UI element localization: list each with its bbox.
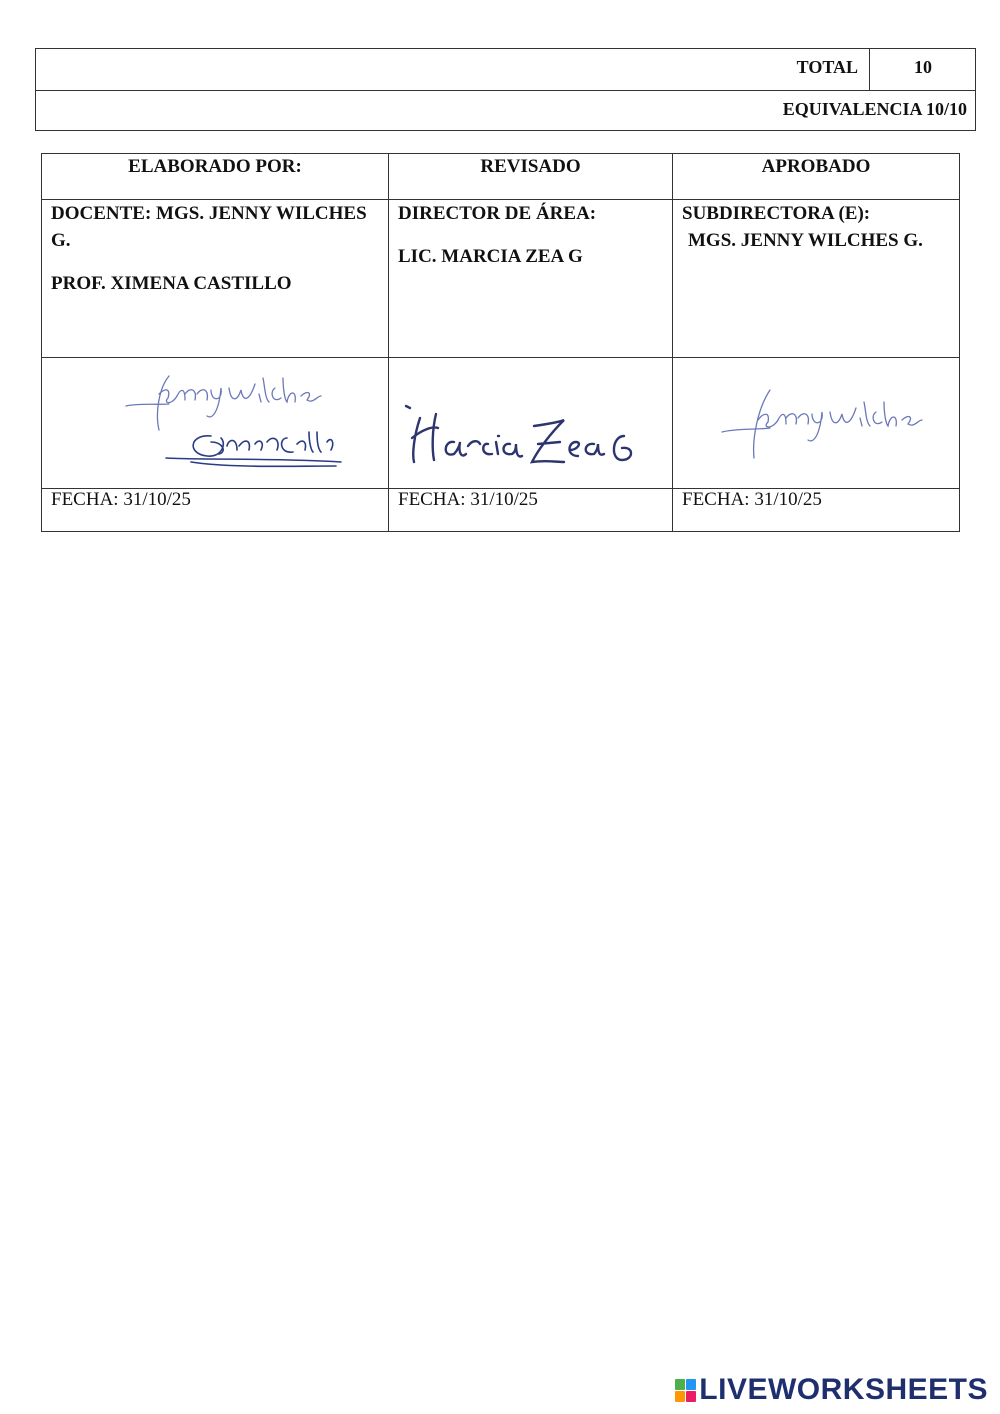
signature-elaborado — [42, 358, 389, 489]
signature-marcia-image — [398, 358, 682, 488]
date-revisado: FECHA: 31/10/25 — [389, 489, 673, 532]
liveworksheets-logo-icon — [675, 1379, 696, 1402]
signature-jenny-ximena-image — [51, 358, 398, 488]
total-box — [35, 48, 976, 131]
signature-jenny-image — [682, 358, 969, 488]
header-row — [42, 154, 960, 200]
equivalence-label: EQUIVALENCIA 10/10 — [782, 99, 967, 119]
liveworksheets-logo[interactable] — [675, 1373, 988, 1407]
total-value: 10 — [914, 57, 932, 77]
liveworksheets-wordmark: LIVEWORKSHEETS — [699, 1373, 988, 1406]
aprobado-cell — [673, 200, 960, 358]
signature-aprobado — [673, 358, 960, 489]
date-elaborado: FECHA: 31/10/25 — [42, 489, 389, 532]
elaborado-docente: DOCENTE: MGS. JENNY WILCHES G. — [51, 203, 367, 251]
revisado-role: DIRECTOR DE ÁREA: — [398, 203, 597, 224]
approval-table — [41, 153, 960, 532]
revisado-name: LIC. MARCIA ZEA G — [398, 246, 583, 267]
elaborado-profesora: PROF. XIMENA CASTILLO — [51, 273, 292, 294]
header-elaborado: ELABORADO POR: — [42, 154, 389, 200]
header-revisado: REVISADO — [389, 154, 673, 200]
elaborado-cell — [42, 200, 389, 358]
revisado-cell — [389, 200, 673, 358]
aprobado-name: MGS. JENNY WILCHES G. — [688, 230, 923, 251]
dates-row — [42, 489, 960, 532]
names-row — [42, 200, 960, 358]
aprobado-role: SUBDIRECTORA (E): — [682, 203, 871, 224]
signatures-row — [42, 358, 960, 489]
header-aprobado: APROBADO — [673, 154, 960, 200]
date-aprobado: FECHA: 31/10/25 — [673, 489, 960, 532]
total-label: TOTAL — [796, 57, 858, 77]
signature-revisado — [389, 358, 673, 489]
